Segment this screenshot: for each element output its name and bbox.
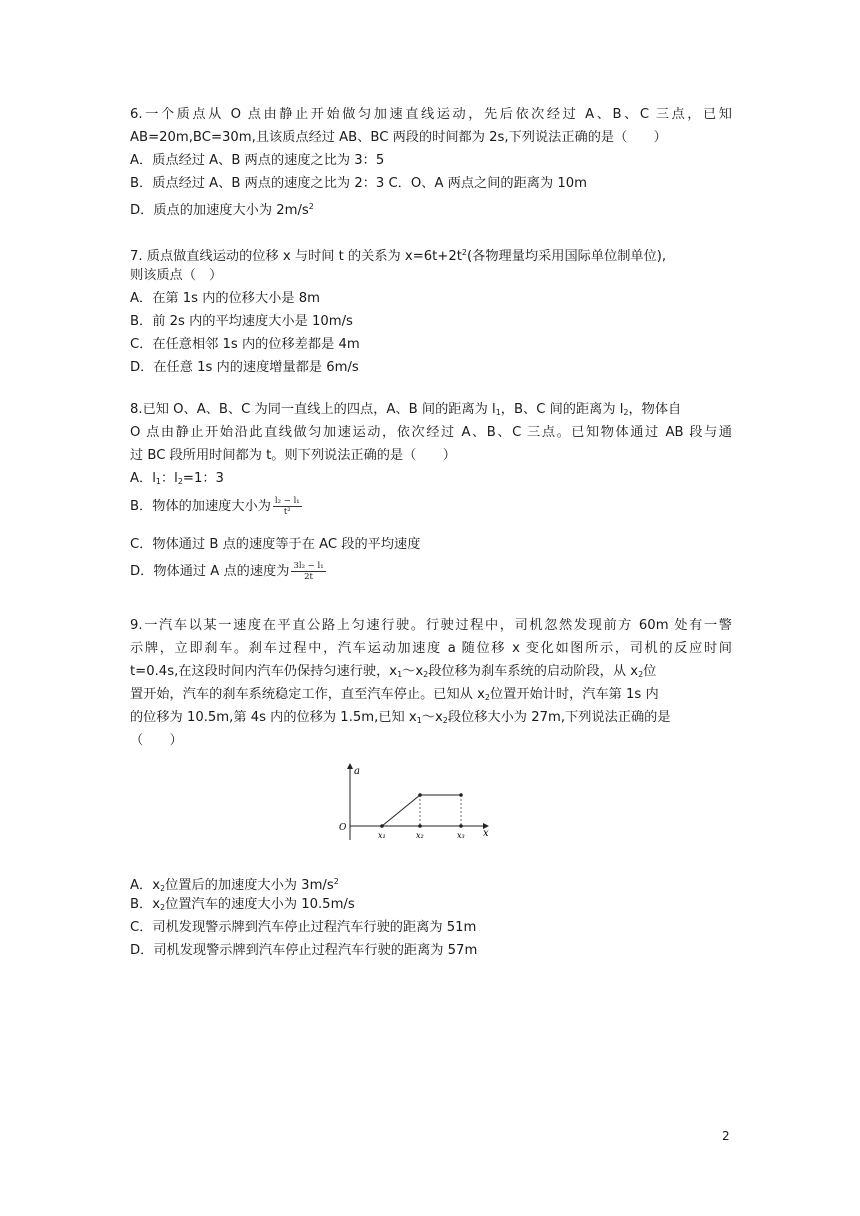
q7-option-a: A．在第 1s 内的位移大小是 8m	[130, 291, 320, 306]
q8-option-b-numerator: l₂ − l₁	[274, 495, 300, 506]
ramp-segment	[382, 795, 420, 826]
q8-stem-line-1	[130, 398, 732, 421]
question-9-options	[130, 870, 732, 962]
question-9	[130, 614, 732, 752]
q9-l5-text-b: ～x	[421, 710, 443, 725]
q8-option-c: C．物体通过 B 点的速度等于在 AC 段的平均速度	[130, 537, 421, 552]
q9-l5-text-c: 段位移大小为 27m,下列说法正确的是	[447, 710, 671, 725]
question-7	[130, 241, 732, 379]
q7-option-b: B．前 2s 内的平均速度大小是 10m/s	[130, 314, 353, 329]
question-8	[130, 398, 732, 590]
q8-stem-text-a: 8.已知 O、A、B、C 为同一直线上的四点，A、B 间的距离为 l	[130, 402, 496, 417]
q8-option-d-numerator: 3l₂ − l₁	[293, 560, 324, 571]
q6-stem-line-2: AB=20m,BC=30m,且该质点经过 AB、BC 两段的时间都为 2s,下列说法正确的是（ ）	[130, 130, 667, 145]
q9-option-b	[130, 893, 732, 916]
q9-l3-text-c: 段位移为刹车系统的启动阶段，从 x	[428, 664, 639, 679]
x1-label: x₁	[378, 831, 386, 840]
y-axis-label: a	[354, 766, 360, 777]
q8-option-b-denominator: t²	[283, 506, 291, 517]
q9-option-a-sub: 2	[160, 884, 166, 893]
q9-l3-sub-2: 2	[423, 670, 429, 679]
q9-l3-text-b: ～x	[402, 664, 424, 679]
point-x1	[380, 824, 384, 828]
q8-subscript-1: 1	[495, 408, 501, 417]
q9-option-a-text-b: 位置后的加速度大小为 3m/s	[165, 878, 334, 893]
q7-stem-text-a: 7. 质点做直线运动的位移 x 与时间 t 的关系为 x=6t+2t	[130, 249, 462, 264]
q6-option-d	[130, 195, 732, 218]
q8-option-d-denominator: 2t	[304, 571, 313, 582]
q8-stem-line-3: 过 BC 段所用时间都为 t。则下列说法正确的是（ ）	[130, 448, 456, 463]
q9-option-d: D．司机发现警示牌到汽车停止过程汽车行驶的距离为 57m	[130, 943, 478, 958]
q9-option-b-text-b: 位置汽车的速度大小为 10.5m/s	[165, 897, 355, 912]
q9-option-b-text-a: B．x	[130, 897, 161, 912]
q8-stem-text-c: ，物体自	[628, 402, 682, 417]
q9-stem-line-5	[130, 706, 732, 729]
point-x2-top	[418, 793, 422, 797]
q7-stem-line-2: 则该质点（ ）	[130, 268, 223, 283]
q7-option-d: D．在任意 1s 内的速度增量都是 6m/s	[130, 360, 359, 375]
q9-option-a-exponent: 2	[333, 877, 339, 886]
q8-option-a-sub-1: 1	[155, 477, 161, 486]
point-x3-top	[459, 793, 463, 797]
q9-l3-text-a: t=0.4s,在这段时间内汽车仍保持匀速行驶，x	[130, 664, 398, 679]
q8-stem-text-b: ，B、C 间的距离为 l	[500, 402, 624, 417]
q7-stem-exponent: 2	[461, 248, 468, 257]
q7-option-c: C．在任意相邻 1s 内的位移差都是 4m	[130, 337, 360, 352]
q8-option-b	[130, 490, 732, 530]
q9-l3-sub-3: 2	[638, 670, 644, 679]
question-6	[130, 103, 732, 218]
q8-option-a-text-b: ：l	[160, 471, 178, 486]
q8-option-d-text: D．物体通过 A 点的速度为	[130, 564, 290, 579]
q8-option-a	[130, 467, 732, 490]
q8-option-a-sub-2: 2	[177, 477, 183, 486]
q9-stem-line-1: 9.一汽车以某一速度在平直公路上匀速行驶。行驶过程中，司机忽然发现前方 60m 处有一警	[130, 618, 732, 633]
x-axis-label: x	[483, 828, 489, 839]
q9-l3-text-d: 位	[643, 664, 657, 679]
q9-stem-line-6: （ ）	[130, 733, 183, 748]
q8-option-d-fraction	[291, 561, 325, 582]
q6-option-a: A．质点经过 A、B 两点的速度之比为 3：5	[130, 153, 385, 168]
point-x2	[418, 824, 422, 828]
q9-option-b-sub: 2	[160, 903, 166, 912]
q9-option-a	[130, 870, 732, 893]
q6-option-d-exponent: 2	[308, 202, 314, 211]
q9-option-a-text-a: A．x	[130, 878, 161, 893]
q8-option-a-text-c: =1：3	[182, 471, 224, 486]
origin-label: O	[339, 823, 347, 833]
point-x3	[459, 824, 463, 828]
q7-stem-line-1	[130, 241, 732, 264]
q6-option-d-text: D．质点的加速度大小为 2m/s	[130, 203, 309, 218]
q8-option-b-fraction	[273, 496, 302, 517]
x2-label: x₂	[416, 831, 424, 840]
q8-stem-line-2: O 点由静止开始沿此直线做匀加速运动，依次经过 A、B、C 三点。已知物体通过 AB 段与通	[130, 425, 732, 440]
q6-option-b-c: B．质点经过 A、B 两点的速度之比为 2：3 C．O、A 两点之间的距离为 10m	[130, 176, 587, 191]
x3-label: x₃	[457, 831, 465, 840]
q9-l5-sub-2: 2	[442, 716, 448, 725]
q8-option-d	[130, 560, 732, 590]
q8-option-a-text-a: A．l	[130, 471, 156, 486]
acceleration-displacement-figure	[330, 760, 500, 848]
q9-stem-line-2: 示牌，立即刹车。刹车过程中，汽车运动加速度 a 随位移 x 变化如图所示，司机的反应时间	[130, 641, 732, 656]
q9-l5-text-a: 的位移为 10.5m,第 4s 内的位移为 1.5m,已知 x	[130, 710, 417, 725]
q9-stem-line-4	[130, 683, 732, 706]
q9-l3-sub-1: 1	[397, 670, 403, 679]
q9-l4-text-b: 位置开始计时，汽车第 1s 内	[489, 687, 659, 702]
q8-option-b-text: B．物体的加速度大小为	[130, 499, 271, 514]
page-number: 2	[722, 1129, 730, 1143]
q9-option-c: C．司机发现警示牌到汽车停止过程汽车行驶的距离为 51m	[130, 920, 477, 935]
q9-stem-line-3	[130, 660, 732, 683]
q9-l4-sub: 2	[484, 693, 490, 702]
q6-stem-line-1: 6.一个质点从 O 点由静止开始做匀加速直线运动，先后依次经过 A、B、C 三点，已知	[130, 107, 732, 122]
q9-l5-sub-1: 1	[416, 716, 422, 725]
q7-stem-text-b: (各物理量均采用国际单位制单位),	[467, 249, 667, 264]
q9-l4-text-a: 置开始，汽车的刹车系统稳定工作，直至汽车停止。已知从 x	[130, 687, 485, 702]
q8-subscript-2: 2	[623, 408, 629, 417]
